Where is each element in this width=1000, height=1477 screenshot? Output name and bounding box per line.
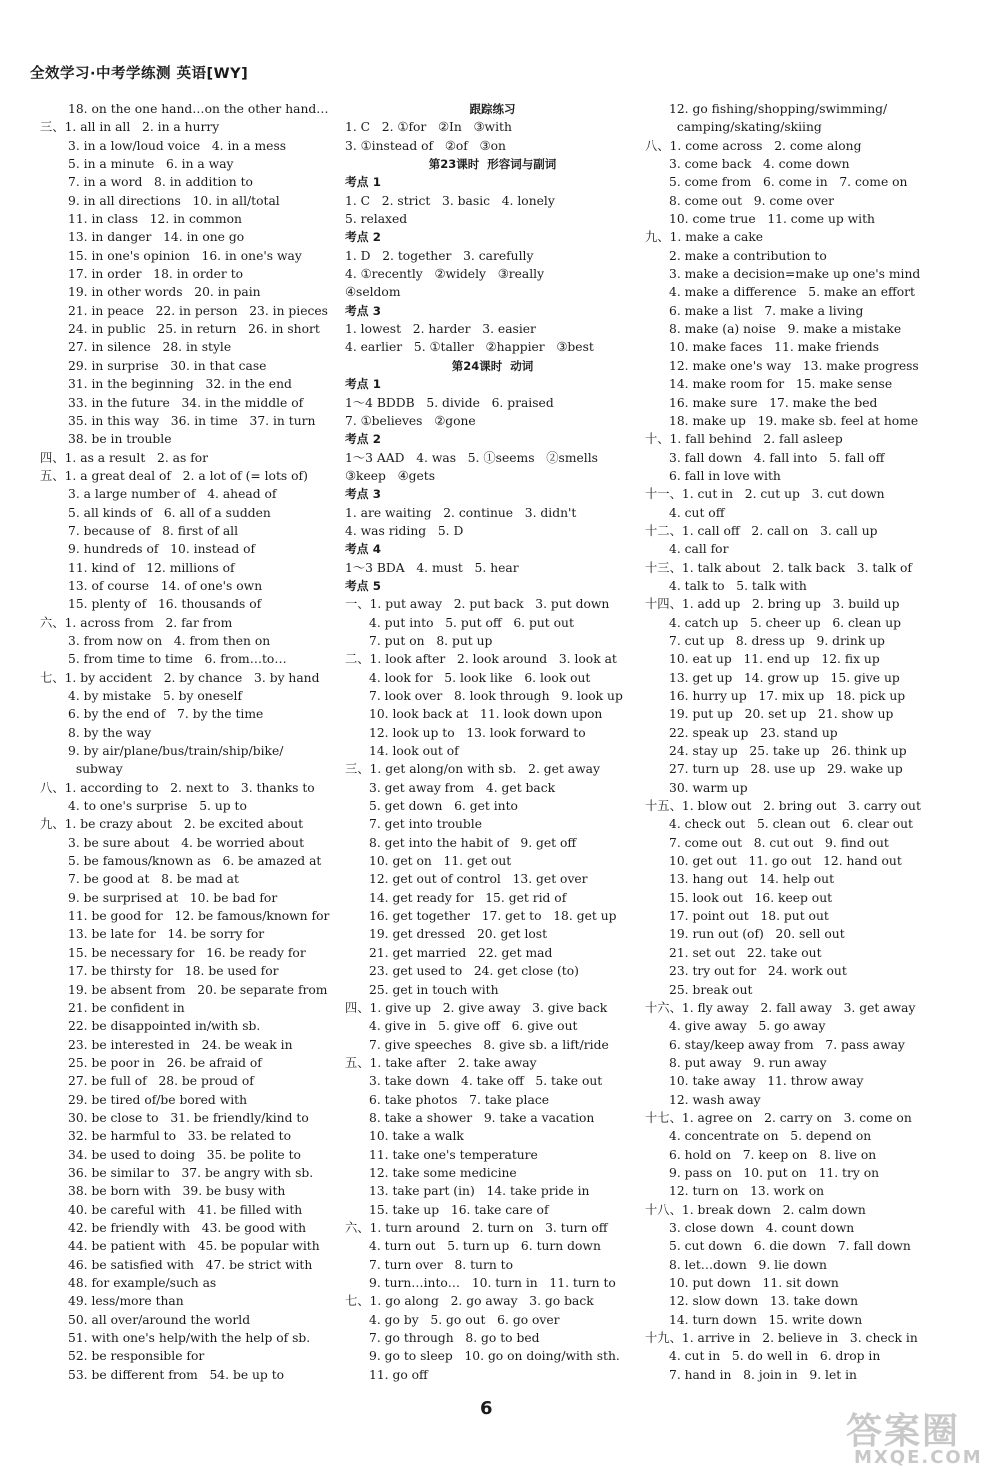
answer-line: 29. in surprise 30. in that case bbox=[68, 358, 267, 373]
answer-line: 3. ①instead of ②of ③on bbox=[345, 138, 506, 153]
answer-line: 七、1. go along 2. go away 3. go back bbox=[345, 1294, 594, 1309]
answer-line: 8. by the way bbox=[68, 725, 152, 740]
answer-line: 10. get out 11. go out 12. hand out bbox=[669, 854, 902, 869]
answer-line: 5. in a minute 6. in a way bbox=[68, 157, 234, 172]
answer-line: 一、1. put away 2. put back 3. put down bbox=[345, 597, 610, 612]
answer-line: 10. make faces 11. make friends bbox=[669, 340, 880, 355]
answer-line: 8. put away 9. run away bbox=[669, 1055, 827, 1070]
answer-line: 1. C 2. strict 3. basic 4. lonely bbox=[345, 193, 555, 208]
page-header: 全效学习·中考学练测 英语[WY] bbox=[30, 66, 249, 82]
answer-line: 5. all kinds of 6. all of a sudden bbox=[68, 505, 271, 520]
answer-line: subway bbox=[68, 762, 123, 777]
answer-line: 3. a large number of 4. ahead of bbox=[68, 487, 277, 502]
answer-line: 19. be absent from 20. be separate from bbox=[68, 982, 328, 997]
answer-line: 4. talk to 5. talk with bbox=[669, 578, 807, 593]
answer-line: 4. by mistake 5. by oneself bbox=[68, 689, 243, 703]
answer-line: 13. be late for 14. be sorry for bbox=[68, 927, 265, 942]
answer-column-right bbox=[645, 100, 975, 1384]
answer-line: 29. be tired of/be bored with bbox=[68, 1092, 248, 1107]
answer-line: 12. get out of control 13. get over bbox=[369, 872, 588, 887]
answer-line: 19. put up 20. set up 21. show up bbox=[669, 707, 894, 722]
answer-line: 4. make a difference 5. make an effort bbox=[669, 285, 915, 300]
answer-line: 13. hang out 14. help out bbox=[669, 872, 835, 887]
answer-line: 4. cut off bbox=[669, 505, 725, 520]
section-heading: 考点 2 bbox=[345, 230, 381, 245]
answer-line: 13. of course 14. of one's own bbox=[68, 578, 263, 593]
answer-line: 6. stay/keep away from 7. pass away bbox=[669, 1037, 905, 1052]
section-heading: 考点 2 bbox=[345, 432, 381, 447]
answer-line: 30. warm up bbox=[669, 780, 748, 795]
answer-line: 24. in public 25. in return 26. in short bbox=[68, 322, 320, 337]
answer-line: 21. set out 22. take out bbox=[669, 945, 822, 960]
answer-line: 23. try out for 24. work out bbox=[669, 964, 847, 979]
answer-line: 十七、1. agree on 2. carry on 3. come on bbox=[645, 1110, 912, 1125]
answer-line: 21. in peace 22. in person 23. in pieces bbox=[68, 303, 328, 318]
answer-line: 4. go by 5. go out 6. go over bbox=[369, 1312, 560, 1327]
answer-line: 22. be disappointed in/with sb. bbox=[68, 1019, 261, 1034]
answer-line: 4. look for 5. look like 6. look out bbox=[369, 670, 591, 685]
answer-line: 十九、1. arrive in 2. believe in 3. check in bbox=[645, 1331, 918, 1346]
answer-line: 34. be used to doing 35. be polite to bbox=[68, 1147, 301, 1162]
answer-line: 21. get married 22. get mad bbox=[369, 945, 553, 960]
answer-line: 10. look back at 11. look down upon bbox=[369, 707, 603, 722]
answer-line: 46. be satisfied with 47. be strict with bbox=[68, 1257, 313, 1272]
answer-line: 19. run out (of) 20. sell out bbox=[669, 927, 845, 942]
answer-line: 23. get used to 24. get close (to) bbox=[369, 964, 579, 979]
answer-line: 51. with one's help/with the help of sb. bbox=[68, 1331, 311, 1346]
answer-line: 31. in the beginning 32. in the end bbox=[68, 377, 292, 392]
answer-line: 七、1. by accident 2. by chance 3. by hand bbox=[40, 670, 320, 685]
answer-line: 3. take down 4. take off 5. take out bbox=[369, 1074, 603, 1089]
answer-line: 1. lowest 2. harder 3. easier bbox=[345, 322, 536, 337]
answer-line: 4. give in 5. give off 6. give out bbox=[369, 1019, 578, 1034]
answer-line: 6. fall in love with bbox=[669, 468, 781, 483]
answer-line: 24. stay up 25. take up 26. think up bbox=[669, 744, 907, 759]
answer-line: 7. look over 8. look through 9. look up bbox=[369, 689, 623, 703]
answer-line: 7. give speeches 8. give sb. a lift/ride bbox=[369, 1037, 609, 1052]
answer-line: 九、1. be crazy about 2. be excited about bbox=[40, 817, 304, 832]
answer-line: 五、1. a great deal of 2. a lot of (= lots of) bbox=[40, 468, 308, 483]
answer-line: 22. speak up 23. stand up bbox=[669, 725, 838, 740]
answer-line: 10. take a walk bbox=[369, 1129, 464, 1144]
answer-line: 1. are waiting 2. continue 3. didn't bbox=[345, 505, 577, 520]
answer-line: 52. be responsible for bbox=[68, 1349, 205, 1364]
answer-line: 18. on the one hand…on the other hand… bbox=[68, 102, 329, 116]
answer-line: 12. slow down 13. take down bbox=[669, 1294, 859, 1309]
answer-line: 11. be good for 12. be famous/known for bbox=[68, 909, 330, 924]
answer-line: 13. in danger 14. in one go bbox=[68, 230, 245, 245]
answer-line: 5. from time to time 6. from…to… bbox=[68, 652, 287, 667]
answer-line: 12. turn on 13. work on bbox=[669, 1184, 825, 1199]
answer-line: 7. get into trouble bbox=[369, 817, 482, 832]
answer-line: 11. kind of 12. millions of bbox=[68, 560, 235, 575]
answer-line: 12. go fishing/shopping/swimming/ bbox=[669, 102, 888, 116]
answer-line: 16. hurry up 17. mix up 18. pick up bbox=[669, 689, 906, 703]
answer-line: 5. get down 6. get into bbox=[369, 799, 518, 814]
answer-line: 17. in order 18. in order to bbox=[68, 267, 244, 282]
answer-line: 15. be necessary for 16. be ready for bbox=[68, 945, 306, 960]
answer-line: 四、1. as a result 2. as for bbox=[40, 450, 209, 465]
answer-line: 7. ①believes ②gone bbox=[345, 413, 476, 428]
answer-line: 10. get on 11. get out bbox=[369, 854, 512, 869]
answer-line: 4. cut in 5. do well in 6. drop in bbox=[669, 1349, 881, 1364]
answer-line: 8. get into the habit of 9. get off bbox=[369, 835, 577, 850]
answer-line: 15. take up 16. take care of bbox=[369, 1202, 549, 1217]
answer-line: ③keep ④gets bbox=[345, 468, 436, 483]
answer-line: 19. in other words 20. in pain bbox=[68, 285, 261, 300]
answer-line: 7. in a word 8. in addition to bbox=[68, 175, 253, 190]
answer-line: 53. be different from 54. be up to bbox=[68, 1367, 285, 1382]
answer-line: 十三、1. talk about 2. talk back 3. talk of bbox=[645, 560, 912, 575]
answer-line: 40. be careful with 41. be filled with bbox=[68, 1202, 303, 1217]
answer-line: 25. get in touch with bbox=[369, 982, 499, 997]
answer-line: 9. hundreds of 10. instead of bbox=[68, 542, 256, 557]
answer-line: camping/skating/skiing bbox=[669, 120, 822, 135]
answer-line: 5. relaxed bbox=[345, 212, 408, 227]
answer-line: 7. hand in 8. join in 9. let in bbox=[669, 1367, 857, 1382]
section-heading: 考点 3 bbox=[345, 303, 381, 318]
answer-line: 7. go through 8. go to bed bbox=[369, 1331, 540, 1346]
section-heading: 第23课时 形容词与副词 bbox=[428, 157, 557, 172]
answer-line: 4. call for bbox=[669, 542, 729, 557]
answer-line: 4. was riding 5. D bbox=[345, 523, 464, 538]
watermark-url: MXQE.COM bbox=[854, 1447, 983, 1468]
section-heading: 考点 3 bbox=[345, 487, 381, 502]
answer-line: 11. take one's temperature bbox=[369, 1147, 538, 1162]
answer-line: 21. be confident in bbox=[68, 1000, 185, 1015]
answer-line: 十二、1. call off 2. call on 3. call up bbox=[645, 523, 878, 538]
answer-line: 十一、1. cut in 2. cut up 3. cut down bbox=[645, 487, 885, 502]
watermark-text: 答案圈 bbox=[846, 1411, 961, 1452]
page-number: 6 bbox=[480, 1398, 493, 1419]
answer-line: 4. turn out 5. turn up 6. turn down bbox=[369, 1239, 601, 1254]
answer-line: 15. look out 16. keep out bbox=[669, 890, 833, 905]
answer-line: 6. by the end of 7. by the time bbox=[68, 707, 264, 722]
answer-line: 7. turn over 8. turn to bbox=[369, 1257, 513, 1272]
answer-line: 10. eat up 11. end up 12. fix up bbox=[669, 652, 880, 667]
answer-line: 3. close down 4. count down bbox=[669, 1220, 855, 1235]
answer-line: 15. plenty of 16. thousands of bbox=[68, 597, 262, 612]
answer-line: 48. for example/such as bbox=[68, 1276, 217, 1290]
answer-line: 12. look up to 13. look forward to bbox=[369, 725, 586, 740]
answer-line: 13. get up 14. grow up 15. give up bbox=[669, 670, 900, 685]
answer-line: 33. in the future 34. in the middle of bbox=[68, 395, 304, 410]
answer-line: 十八、1. break down 2. calm down bbox=[645, 1202, 866, 1217]
answer-line: 42. be friendly with 43. be good with bbox=[68, 1220, 307, 1235]
answer-line: 23. be interested in 24. be weak in bbox=[68, 1037, 293, 1052]
answer-line: 14. get ready for 15. get rid of bbox=[369, 890, 567, 905]
answer-line: ④seldom bbox=[345, 285, 401, 300]
answer-line: 10. take away 11. throw away bbox=[669, 1074, 864, 1089]
answer-line: 6. take photos 7. take place bbox=[369, 1092, 549, 1107]
answer-line: 6. make a list 7. make a living bbox=[669, 303, 864, 318]
answer-line: 9. be surprised at 10. be bad for bbox=[68, 890, 278, 905]
answer-line: 4. put into 5. put off 6. put out bbox=[369, 615, 574, 630]
answer-line: 38. be born with 39. be busy with bbox=[68, 1184, 286, 1199]
answer-line: 7. be good at 8. be mad at bbox=[68, 872, 239, 887]
answer-line: 4. catch up 5. cheer up 6. clean up bbox=[669, 615, 902, 630]
answer-line: 27. be full of 28. be proud of bbox=[68, 1074, 254, 1089]
answer-line: 3. make a decision=make up one's mind bbox=[669, 267, 921, 282]
section-heading: 第24课时 动词 bbox=[451, 358, 534, 373]
answer-line: 25. break out bbox=[669, 982, 753, 997]
answer-line: 12. make one's way 13. make progress bbox=[669, 358, 919, 373]
answer-line: 11. in class 12. in common bbox=[68, 212, 242, 227]
answer-line: 十四、1. add up 2. bring up 3. build up bbox=[645, 597, 900, 612]
answer-line: 50. all over/around the world bbox=[68, 1312, 251, 1327]
answer-line: 1. D 2. together 3. carefully bbox=[345, 248, 534, 263]
answer-line: 3. get away from 4. get back bbox=[369, 780, 556, 795]
answer-line: 32. be harmful to 33. be related to bbox=[68, 1129, 291, 1144]
answer-line: 49. less/more than bbox=[68, 1294, 184, 1309]
answer-line: 九、1. make a cake bbox=[645, 230, 764, 245]
answer-line: 27. turn up 28. use up 29. wake up bbox=[669, 762, 903, 777]
answer-line: 4. ①recently ②widely ③really bbox=[345, 267, 545, 282]
answer-line: 9. go to sleep 10. go on doing/with sth. bbox=[369, 1349, 620, 1364]
answer-line: 8. take a shower 9. take a vacation bbox=[369, 1110, 595, 1125]
answer-line: 四、1. give up 2. give away 3. give back bbox=[345, 1000, 608, 1015]
section-heading: 考点 4 bbox=[345, 542, 381, 557]
answer-line: 4. earlier 5. ①taller ②happier ③best bbox=[345, 340, 594, 355]
answer-line: 14. turn down 15. write down bbox=[669, 1312, 863, 1327]
answer-line: 4. to one's surprise 5. up to bbox=[68, 799, 247, 814]
answer-line: 10. come true 11. come up with bbox=[669, 212, 875, 227]
answer-line: 19. get dressed 20. get lost bbox=[369, 927, 548, 942]
answer-line: 12. take some medicine bbox=[369, 1165, 517, 1180]
answer-column-middle bbox=[345, 100, 640, 1384]
answer-line: 1～3 BDA 4. must 5. hear bbox=[345, 560, 519, 575]
answer-line: 十、1. fall behind 2. fall asleep bbox=[645, 432, 843, 447]
answer-line: 十六、1. fly away 2. fall away 3. get away bbox=[645, 1000, 916, 1015]
answer-line: 三、1. get along/on with sb. 2. get away bbox=[345, 762, 600, 777]
answer-line: 9. in all directions 10. in all/total bbox=[68, 193, 280, 208]
answer-line: 八、1. come across 2. come along bbox=[645, 138, 862, 153]
answer-line: 9. turn…into… 10. turn in 11. turn to bbox=[369, 1276, 616, 1290]
answer-line: 18. make up 19. make sb. feel at home bbox=[669, 413, 919, 428]
answer-line: 9. pass on 10. put on 11. try on bbox=[669, 1165, 880, 1180]
watermark-logo bbox=[838, 1403, 988, 1469]
section-heading: 考点 1 bbox=[345, 175, 381, 190]
answer-line: 六、1. turn around 2. turn on 3. turn off bbox=[345, 1220, 608, 1235]
answer-line: 7. put on 8. put up bbox=[369, 633, 493, 648]
answer-line: 36. be similar to 37. be angry with sb. bbox=[68, 1165, 314, 1180]
answer-line: 4. check out 5. clean out 6. clear out bbox=[669, 817, 913, 832]
answer-line: 1. C 2. ①for ②In ③with bbox=[345, 120, 512, 135]
answer-line: 5. come from 6. come in 7. come on bbox=[669, 175, 908, 190]
answer-line: 五、1. take after 2. take away bbox=[345, 1055, 537, 1070]
answer-line: 3. fall down 4. fall into 5. fall off bbox=[669, 450, 885, 465]
answer-line: 3. in a low/loud voice 4. in a mess bbox=[68, 138, 287, 153]
answer-line: 35. in this way 36. in time 37. in turn bbox=[68, 413, 316, 428]
answer-line: 8. let…down 9. lie down bbox=[669, 1257, 827, 1272]
answer-line: 7. come out 8. cut out 9. find out bbox=[669, 835, 889, 850]
answer-line: 4. concentrate on 5. depend on bbox=[669, 1129, 872, 1144]
answer-line: 9. by air/plane/bus/train/ship/bike/ bbox=[68, 744, 284, 759]
answer-line: 7. cut up 8. dress up 9. drink up bbox=[669, 633, 885, 648]
answer-line: 三、1. all in all 2. in a hurry bbox=[40, 120, 220, 135]
answer-line: 6. hold on 7. keep on 8. live on bbox=[669, 1147, 877, 1162]
answer-line: 3. come back 4. come down bbox=[669, 157, 850, 172]
answer-line: 3. be sure about 4. be worried about bbox=[68, 835, 305, 850]
answer-line: 4. give away 5. go away bbox=[669, 1019, 826, 1034]
answer-line: 1～3 AAD 4. was 5. ①seems ②smells bbox=[345, 450, 598, 465]
answer-line: 2. make a contribution to bbox=[669, 248, 827, 263]
answer-line: 8. come out 9. come over bbox=[669, 193, 835, 208]
answer-line: 44. be patient with 45. be popular with bbox=[68, 1239, 320, 1254]
answer-line: 3. from now on 4. from then on bbox=[68, 633, 271, 648]
answer-line: 8. make (a) noise 9. make a mistake bbox=[669, 322, 902, 337]
answer-line: 7. because of 8. first of all bbox=[68, 523, 239, 538]
answer-line: 八、1. according to 2. next to 3. thanks to bbox=[40, 780, 315, 795]
answer-line: 25. be poor in 26. be afraid of bbox=[68, 1055, 262, 1070]
answer-line: 12. wash away bbox=[669, 1092, 761, 1107]
answer-line: 10. put down 11. sit down bbox=[669, 1276, 839, 1290]
answer-line: 14. make room for 15. make sense bbox=[669, 377, 893, 392]
answer-line: 14. look out of bbox=[369, 744, 459, 759]
answer-line: 六、1. across from 2. far from bbox=[40, 615, 233, 630]
answer-line: 1～4 BDDB 5. divide 6. praised bbox=[345, 395, 554, 410]
answer-line: 27. in silence 28. in style bbox=[68, 340, 232, 355]
answer-line: 16. get together 17. get to 18. get up bbox=[369, 909, 617, 924]
answer-line: 30. be close to 31. be friendly/kind to bbox=[68, 1110, 309, 1125]
answer-line: 16. make sure 17. make the bed bbox=[669, 395, 878, 410]
answer-line: 38. be in trouble bbox=[68, 432, 172, 447]
answer-column-left bbox=[40, 100, 340, 1384]
answer-line: 二、1. look after 2. look around 3. look at bbox=[345, 652, 617, 667]
section-heading: 考点 1 bbox=[345, 377, 381, 392]
answer-line: 17. point out 18. put out bbox=[669, 909, 829, 924]
answer-line: 13. take part (in) 14. take pride in bbox=[369, 1184, 590, 1199]
answer-line: 15. in one's opinion 16. in one's way bbox=[68, 248, 302, 263]
answer-line: 5. cut down 6. die down 7. fall down bbox=[669, 1239, 911, 1254]
section-heading: 跟踪练习 bbox=[469, 102, 516, 116]
answer-line: 17. be thirsty for 18. be used for bbox=[68, 964, 279, 979]
answer-line: 十五、1. blow out 2. bring out 3. carry out bbox=[645, 799, 921, 814]
answer-line: 11. go off bbox=[369, 1367, 428, 1382]
section-heading: 考点 5 bbox=[345, 578, 381, 593]
answer-line: 5. be famous/known as 6. be amazed at bbox=[68, 854, 322, 869]
